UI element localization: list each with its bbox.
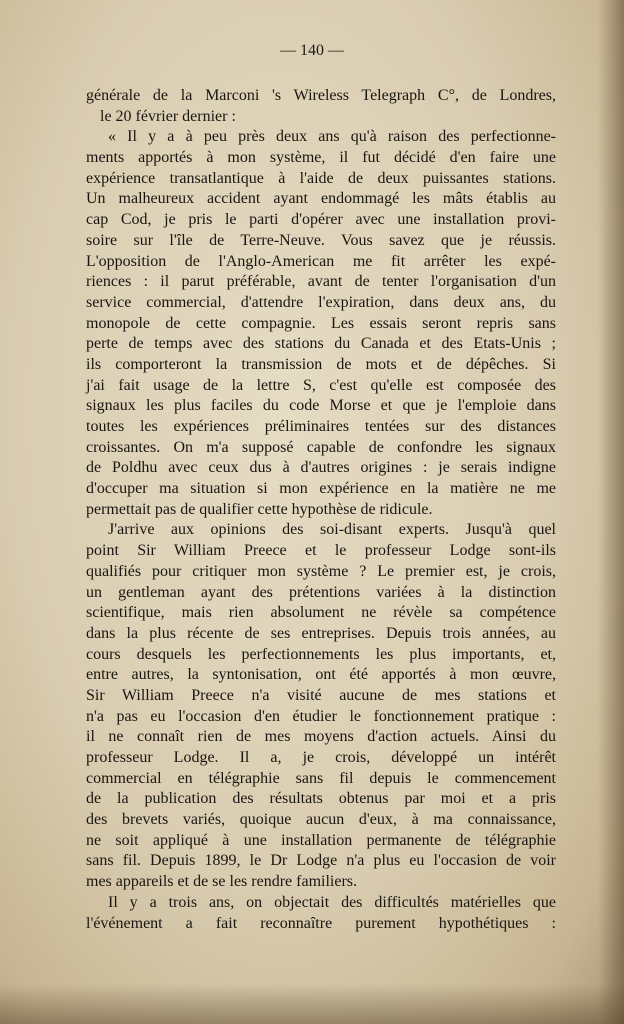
- text-line: service commercial, d'attendre l'expiration, dans deux ans, du: [86, 293, 556, 311]
- text-line: de la publication des résultats obtenus par moi et a pris: [86, 790, 556, 808]
- text-line: soire sur l'île de Terre-Neuve. Vous savez que je réussis.: [86, 231, 556, 249]
- page-bottom-shadow: [0, 984, 624, 1024]
- text-line: point Sir William Preece et le professeur Lodge sont-ils: [86, 542, 556, 560]
- text-line: professeur Lodge. Il a, je crois, développé un intérêt: [86, 749, 556, 766]
- text-line: dans la plus récente de ses entreprises. Depuis trois années, au: [86, 624, 556, 642]
- text-line: croissantes. On m'a supposé capable de confondre les signaux: [86, 438, 556, 456]
- text-line: entre autres, la syntonisation, ont été apportés à mon œuvre,: [86, 666, 556, 684]
- text-line: d'occuper ma situation si mon expérience en la matière ne me: [86, 480, 556, 498]
- page-edge-shadow: [598, 0, 624, 1024]
- text-line: de Poldhu avec ceux dus à d'autres origines : je serais indigne: [86, 459, 556, 477]
- body-text: [86, 86, 556, 934]
- text-line: mes appareils et de se les rendre familiers.: [86, 873, 357, 891]
- text-line: Un malheureux accident ayant endommagé les mâts établis au: [86, 190, 556, 208]
- text-line: le 20 février dernier :: [100, 107, 236, 125]
- text-line: cours desquels les perfectionnements les plus importants, et,: [86, 645, 556, 663]
- text-line: expérience transatlantique à l'aide de deux puissantes stations.: [86, 169, 556, 187]
- text-line: ne soit appliqué à une installation permanente de télégraphie: [86, 831, 556, 849]
- text-line: qualifiés pour critiquer mon système ? Le premier est, je crois,: [86, 562, 556, 580]
- text-line: Il y a trois ans, on objectait des difficultés matérielles que: [108, 893, 556, 911]
- page-number: — 140 —: [280, 42, 344, 59]
- text-line: scientifique, mais rien absolument ne révèle sa compétence: [86, 604, 556, 622]
- text-line: « Il y a à peu près deux ans qu'à raison des perfectionne-: [108, 128, 556, 146]
- text-line: l'événement a fait reconnaître purement hypothétiques :: [86, 914, 556, 932]
- text-line: sans fil. Depuis 1899, le Dr Lodge n'a plus eu l'occasion de voir: [86, 852, 556, 870]
- text-line: J'arrive aux opinions des soi-disant experts. Jusqu'à quel: [108, 521, 556, 539]
- text-line: signaux les plus faciles du code Morse et que je l'emploie dans: [86, 397, 556, 415]
- text-line: Sir William Preece n'a visité aucune de mes stations et: [86, 686, 556, 704]
- text-line: un gentleman ayant des prétentions variées à la distinction: [86, 583, 556, 601]
- text-line: riences : il parut préférable, avant de tenter l'organisation d'un: [86, 273, 556, 291]
- text-line: ments apportés à mon système, il fut décidé d'en faire une: [86, 149, 556, 167]
- text-line: n'a pas eu l'occasion d'en étudier le fonctionnement pratique :: [86, 707, 556, 725]
- text-line: toutes les expériences préliminaires tentées sur des distances: [86, 418, 556, 435]
- text-line: il ne connaît rien de mes moyens d'action actuels. Ainsi du: [86, 728, 556, 746]
- text-line: ils comporteront la transmission de mots et de dépêches. Si: [86, 355, 556, 373]
- text-line: cap Cod, je pris le parti d'opérer avec une installation provi-: [86, 211, 556, 229]
- text-line: j'ai fait usage de la lettre S, c'est qu'elle est composée des: [86, 376, 556, 394]
- text-line: L'opposition de l'Anglo-American me fit arrêter les expé-: [86, 252, 556, 270]
- text-line: perte de temps avec des stations du Canada et des Etats-Unis ;: [86, 335, 556, 353]
- text-line: monopole de cette compagnie. Les essais seront repris sans: [86, 314, 556, 332]
- text-line: commercial en télégraphie sans fil depuis le commencement: [86, 769, 556, 787]
- text-line: générale de la Marconi 's Wireless Telegraph C°, de Londres,: [86, 87, 556, 104]
- text-line: des brevets variés, quoique aucun d'eux, à ma connaissance,: [86, 811, 556, 829]
- text-line: permettait pas de qualifier cette hypothèse de ridicule.: [86, 500, 433, 518]
